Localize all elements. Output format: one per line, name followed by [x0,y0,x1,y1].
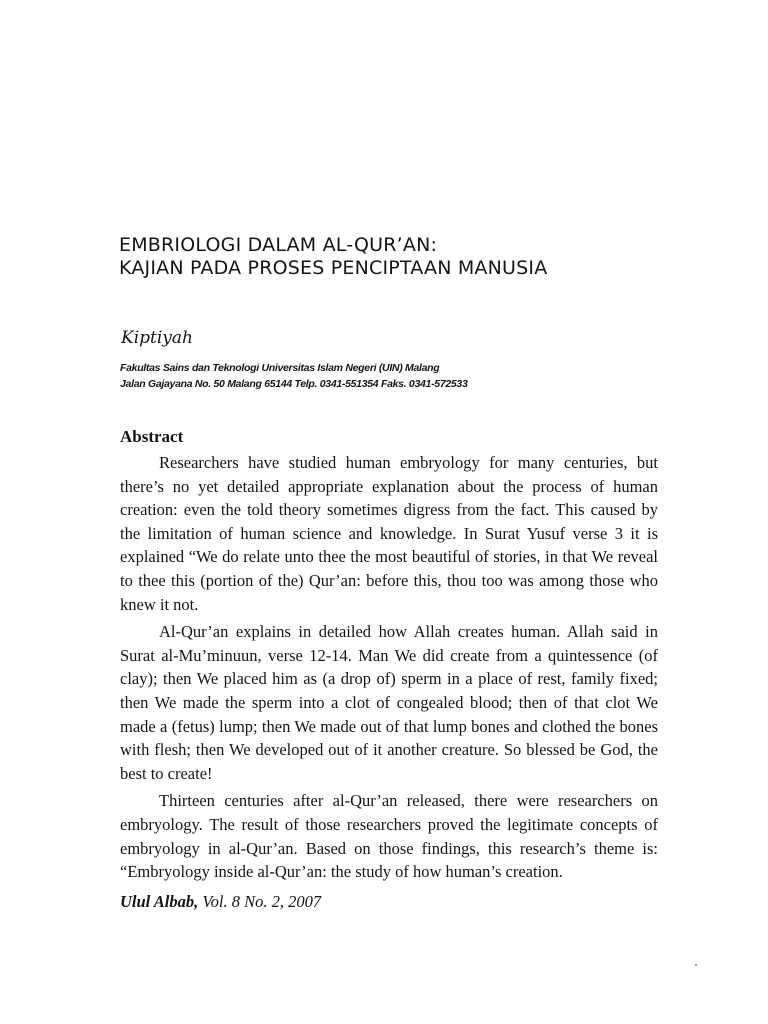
author-name: Kiptiyah [121,328,193,348]
abstract-paragraph-1: Researchers have studied human embryology for many centuries, but there’s no yet detailed appropriate explanation about the process of human creation: even the told theory sometimes digress from the fact. This caused by the limitation of human science and knowledge. In Surat Yusuf verse 3 it is explained “We do relate unto thee the most beautiful of stories, in that We reveal to thee this (portion of the) Qur’an: before this, thou too was among those who knew it not. [120,453,658,614]
abstract-paragraph-2: Al-Qur’an explains in detailed how Allah creates human. Allah said in Surat al-Mu’minuun, verse 12-14. Man We did create from a quintessence (of clay); then We placed him as (a drop of) sperm in a place of rest, family fixed; then We made the sperm into a clot of congealed blood; then of that clot We made a (fetus) lump; then We made out of that lump bones and clothed the bones with flesh; then We developed out of it another creature. So blessed be God, the best to create! [120,622,658,783]
journal-footer [120,892,321,912]
affiliation-line-2: Jalan Gajayana No. 50 Malang 65144 Telp. 0341-551354 Faks. 0341-572533 [120,378,468,390]
abstract-paragraph-3: Thirteen centuries after al-Qur’an released, there were researchers on embryology. The result of those researchers proved the legitimate concepts of embryology in al-Qur’an. Based on those findings, this research’s theme is: “Embryology inside al-Qur’an: the study of how human’s creation. [120,791,658,882]
journal-name: Ulul Albab, [120,892,199,911]
paper-title [119,234,547,280]
scan-speck [695,964,697,966]
author-affiliation [120,360,468,392]
paper-title-line-2: KAJIAN PADA PROSES PENCIPTAAN MANUSIA [119,257,548,279]
abstract-body [120,451,658,888]
paper-title-line-1: EMBRIOLOGI DALAM AL-QUR’AN: [119,234,438,256]
abstract-heading: Abstract [120,427,184,446]
affiliation-line-1: Fakultas Sains dan Teknologi Universitas Islam Negeri (UIN) Malang [120,362,440,374]
journal-issue: Vol. 8 No. 2, 2007 [202,892,322,911]
